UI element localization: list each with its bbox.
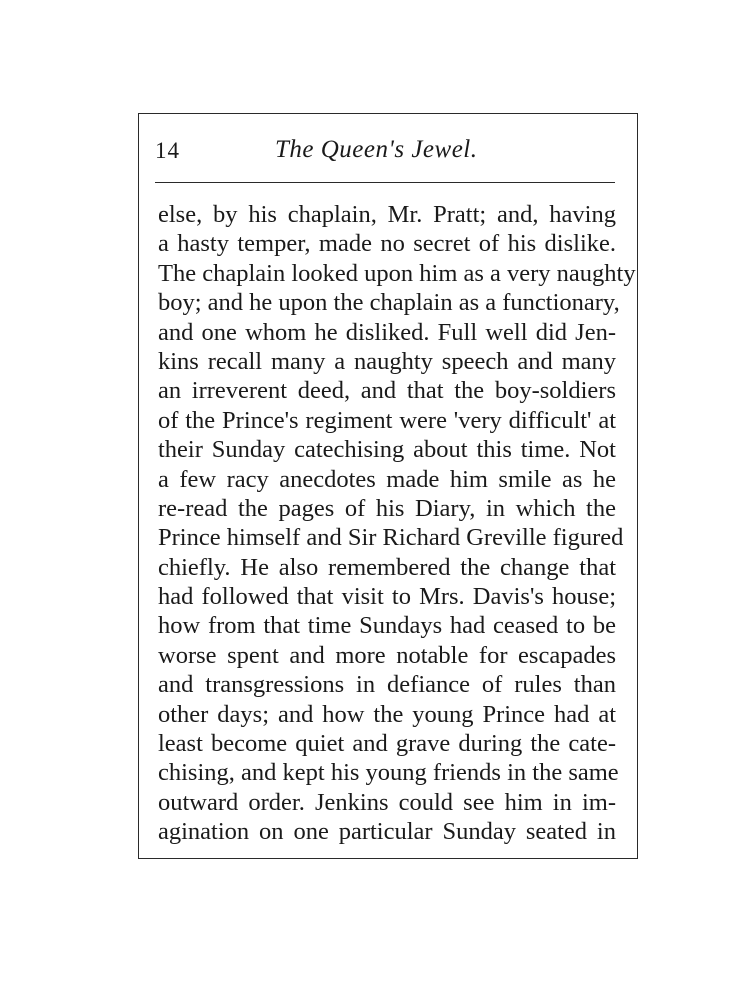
running-title: The Queen's Jewel.: [275, 136, 478, 163]
text-line: re-read the pages of his Diary, in which the: [158, 494, 616, 522]
text-line: had followed that visit to Mrs. Davis's house;: [158, 583, 616, 611]
page-header: [155, 130, 615, 174]
page-number: 14: [155, 138, 180, 163]
text-line: Prince himself and Sir Richard Greville figured: [158, 524, 624, 552]
text-line: of the Prince's regiment were 'very difficult' at: [158, 406, 616, 434]
text-line: a hasty temper, made no secret of his dislike.: [158, 230, 616, 258]
text-line: else, by his chaplain, Mr. Pratt; and, having: [158, 201, 616, 228]
body-text: [158, 200, 636, 847]
text-line: a few racy anecdotes made him smile as he: [158, 465, 616, 493]
text-line: chiefly. He also remembered the change that: [158, 553, 616, 581]
text-line: and transgressions in defiance of rules than: [158, 671, 616, 699]
text-line: and one whom he disliked. Full well did Jen-: [158, 318, 616, 346]
text-line: least become quiet and grave during the cate-: [158, 730, 616, 758]
text-line: kins recall many a naughty speech and many: [158, 347, 616, 375]
header-rule: [155, 182, 615, 183]
text-line: chising, and kept his young friends in the same: [158, 759, 619, 787]
text-line: outward order. Jenkins could see him in im-: [158, 788, 616, 816]
text-line: how from that time Sundays had ceased to be: [158, 612, 616, 640]
text-line: agination on one particular Sunday seated in: [158, 818, 616, 846]
text-line: an irreverent deed, and that the boy-soldiers: [158, 377, 616, 405]
text-line: their Sunday catechising about this time. Not: [158, 436, 616, 464]
text-line: The chaplain looked upon him as a very naughty: [158, 259, 636, 287]
text-line: worse spent and more notable for escapades: [158, 641, 616, 669]
text-line: other days; and how the young Prince had at: [158, 700, 616, 728]
text-line: boy; and he upon the chaplain as a functionary,: [158, 289, 620, 317]
